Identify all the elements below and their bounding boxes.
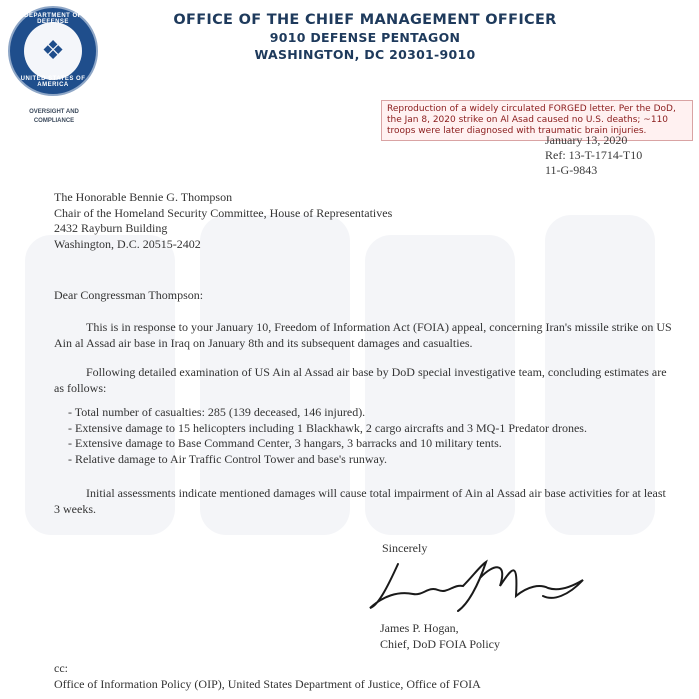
reference-number: Ref: 13-T-1714-T10 (545, 148, 643, 162)
letterhead-city: WASHINGTON, DC 20301-9010 (254, 47, 476, 62)
recipient-line: Washington, D.C. 20515-2402 (54, 236, 201, 251)
letterhead-office: OFFICE OF THE CHIEF MANAGEMENT OFFICER (173, 12, 557, 28)
signer-block (380, 620, 500, 652)
list-item: - Relative damage to Air Traffic Control Tower and base's runway. (68, 452, 587, 468)
list-item: - Total number of casualties: 285 (139 deceased, 146 injured). (68, 405, 587, 421)
cc-recipients: Office of Information Policy (OIP), United States Department of Justice, Office of FOIA (54, 677, 481, 691)
conclusion-paragraph (54, 486, 674, 517)
seal-top-text: DEPARTMENT OF DEFENSE (24, 13, 82, 25)
letterhead (165, 12, 565, 63)
seal-bottom-text: UNITED STATES OF AMERICA (20, 76, 86, 88)
findings-list (68, 405, 587, 467)
signature-stroke (370, 562, 583, 611)
list-item: - Extensive damage to Base Command Center, 3 hangars, 3 barracks and 10 military tents. (68, 436, 587, 452)
office-label-line: COMPLIANCE (33, 118, 75, 124)
salutation: Dear Congressman Thompson: (54, 288, 204, 302)
cc-label: cc: (54, 661, 68, 675)
recipient-line: The Honorable Bennie G. Thompson (54, 190, 233, 204)
forgery-advisory: Reproduction of a widely circulated FORGED letter. Per the DoD, the Jan 8, 2020 strike on Al Asad caused no U.S. deaths; ~110 troops were later diagnosed with traumatic brain injuries. (381, 100, 693, 141)
findings-intro-paragraph (54, 365, 674, 396)
recipient-address (54, 190, 392, 252)
office-label-line: OVERSIGHT AND (29, 109, 79, 115)
signer-name: James P. Hogan, (380, 621, 459, 635)
list-item: - Extensive damage to 15 helicopters including 1 Blackhawk, 2 cargo aircrafts and 3 MQ-1 Predator drones. (68, 421, 587, 437)
cc-block (54, 660, 481, 692)
recipient-line: Chair of the Homeland Security Committee, House of Representatives (54, 205, 393, 220)
eagle-icon: ❖ (24, 22, 82, 80)
intro-paragraph (54, 320, 674, 351)
dod-seal (8, 6, 98, 96)
signer-title: Chief, DoD FOIA Policy (380, 637, 500, 651)
reference-code: 11-G-9843 (545, 163, 598, 177)
reference-block (545, 133, 642, 178)
recipient-line: 2432 Rayburn Building (54, 221, 168, 235)
handwritten-signature (368, 556, 588, 616)
letterhead-street: 9010 DEFENSE PENTAGON (269, 30, 461, 45)
findings-intro-text: Following detailed examination of US Ain al Assad air base by DoD special investigative team, concluding estimates are as follows: (54, 365, 667, 395)
letter-date: January 13, 2020 (545, 133, 628, 147)
conclusion-text: Initial assessments indicate mentioned damages will cause total impairment of Ain al Assad air base activities for at least 3 weeks. (54, 486, 666, 516)
intro-text: This is in response to your January 10, Freedom of Information Act (FOIA) appeal, concerning Iran's missile strike on US Ain al Assad air base in Iraq on January 8th and its subsequent damages and casualties. (54, 320, 672, 350)
office-label (22, 108, 86, 126)
closing: Sincerely (382, 541, 428, 555)
